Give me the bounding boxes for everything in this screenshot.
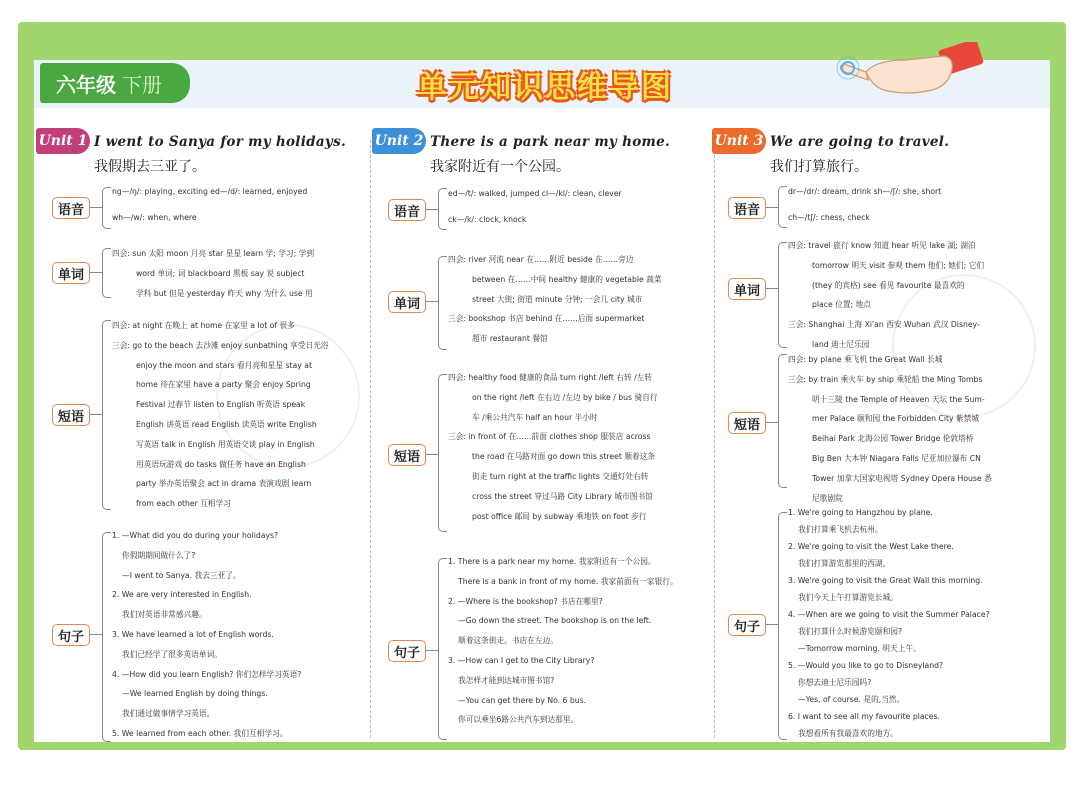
line: 5. We learned from each other. 我们互相学习。 [112,728,288,738]
brace [438,188,447,230]
line: Big Ben 大本钟 Niagara Falls 尼亚加拉瀑布 CN [812,453,981,463]
line: 我们通过做事情学习英语。 [122,709,215,719]
section-label: 句子 [728,614,766,636]
line: land 迪士尼乐园 [812,339,870,349]
section-lines [788,182,1044,228]
line: mer Palace 颐和园 the Forbidden City 紫禁城 [812,414,980,424]
line: —Tomorrow morning. 明天上午。 [798,644,921,653]
line: 三会: go to the beach 去沙滩 enjoy sunbathing 享受日光浴 [112,340,329,350]
line: street 大街; 街道 minute 分钟; 一会儿 city 城市 [472,294,643,304]
line: —Go down the street. The bookshop is on the left. [458,616,652,626]
line: 四会: river 河流 near 在……附近 beside 在……旁边 [448,255,634,264]
connector [426,209,438,210]
brace [778,242,787,348]
section-lines [788,504,1044,742]
section-label: 语音 [728,197,766,219]
unit-badge: Unit 1 [36,128,90,154]
line: 2. We are very interested in English. [112,590,252,600]
connector [766,207,778,208]
brace [438,558,447,740]
line: post office 邮局 by subway 乘地铁 on foot 步行 [472,511,647,521]
page-title: 单元知识思维导图 [417,70,673,105]
line: party 举办英语聚会 act in drama 表演戏剧 learn [136,479,312,489]
line: from each other 互相学习 [136,499,231,509]
line: 2. We're going to visit the West Lake there. [788,542,954,551]
line: 四会: travel 旅行 know 知道 hear 听见 lake 湖; 湖泊 [788,241,976,250]
line: on the right /left 在右边 /左边 by bike / bus 骑自行 [472,392,658,402]
line: 5. —Would you like to go to Disneyland? [788,661,944,670]
line: —Yes, of course. 是的,当然。 [798,695,905,704]
line: 三会: bookshop 书店 behind 在……后面 supermarket [448,314,645,324]
line: 超市 restaurant 餐馆 [472,334,548,344]
line: 四会: healthy food 健康的食品 turn right /left 右转 /左转 [448,373,653,382]
pointing-hand-icon [836,42,986,102]
line: the road 在马路对面 go down this street 顺着这条 [472,452,656,462]
line: There is a bank in front of my home. 我家前面有一家银行。 [458,576,678,586]
section-label: 短语 [52,404,90,426]
line: tomorrow 明天 visit 参观 them 他们; 她们; 它们 [812,260,985,270]
unit-title-en: We are going to travel. [770,134,950,150]
line: 顺着这条街走。书店在左边。 [458,636,558,646]
unit-2-column [372,124,708,744]
brace [102,187,111,229]
grade-label: 六年级 [56,72,116,97]
line: word 单词; 词 blackboard 黑板 say 说 subject [136,268,305,278]
connector [426,454,438,455]
line: 6. I want to see all my favourite places. [788,712,940,721]
unit-title-en: There is a park near my home. [430,134,670,150]
section-lines [448,368,706,526]
line: —I went to Sanya. 我去三亚了。 [122,570,241,580]
line: 3. —How can I get to the City Library? [448,655,595,665]
unit-1-column [36,124,366,744]
brace [438,374,447,532]
line: ng—/ŋ/: playing, exciting ed—/d/: learned, enjoyed [112,187,308,196]
section-label: 语音 [52,197,90,219]
section-label: 单词 [388,291,426,313]
section-label: 短语 [388,444,426,466]
unit-title-cn: 我家附近有一个公园。 [430,159,570,175]
term-label: 下册 [122,72,162,97]
connector [90,207,102,208]
grade-tab [40,63,190,103]
line: 我们今天上午打算游览长城。 [798,593,898,602]
connector [766,288,778,289]
section-lines [448,250,706,349]
line: 我们打算什么时候游览颐和园? [798,627,903,636]
section-label: 句子 [52,624,90,646]
line: cross the street 穿过马路 City Library 城市图书馆 [472,491,653,501]
section-lines [112,182,364,228]
section-lines [112,526,364,744]
line: between 在……中间 healthy 健康的 vegetable 蔬菜 [472,274,662,284]
section-lines [788,236,1044,355]
unit-badge: Unit 3 [712,128,766,154]
line: Tower 加拿大国家电视塔 Sydney Opera House 悉 [812,473,992,483]
line: 四会: at night 在晚上 at home 在家里 a lot of 很多 [112,321,295,330]
section-label: 语音 [388,199,426,221]
line: 我们打算游览那里的西湖。 [798,559,891,568]
section-lines [448,552,706,730]
connector [766,624,778,625]
section-lines [788,350,1044,508]
unit-title-en: I went to Sanya for my holidays. [94,134,346,150]
line: 4. —When are we going to visit the Summer Palace? [788,610,990,619]
brace [778,186,787,228]
line: ck—/k/: clock, knock [448,214,527,224]
line: 1. We're going to Hangzhou by plane. [788,508,933,517]
line: 1. There is a park near my home. 我家附近有一个公园。 [448,557,656,566]
connector [426,650,438,651]
line: ed—/t/: walked, jumped cl—/kl/: clean, clever [448,189,622,198]
line: 街走 turn right at the traffic lights 交通灯处右转 [472,471,649,481]
unit-title-cn: 我假期去三亚了。 [94,159,206,175]
unit-3-column [712,124,1046,744]
section-lines [112,316,364,514]
line: —You can get there by No. 6 bus. [458,695,587,705]
section-label: 单词 [52,262,90,284]
connector [90,414,102,415]
section-label: 句子 [388,640,426,662]
line: Festival 过春节 listen to English 听英语 speak [136,400,306,410]
line: 学科 but 但是 yesterday 昨天 why 为什么 use 用 [136,288,313,298]
brace [102,320,111,510]
section-label: 单词 [728,278,766,300]
line: 你想去迪士尼乐园吗? [798,678,872,687]
unit-title-cn: 我们打算旅行。 [770,159,868,175]
line: 我们对英语非常感兴趣。 [122,610,207,620]
line: 三会: by train 乘火车 by ship 乘轮船 the Ming Tombs [788,374,983,384]
section-lines [112,244,364,303]
line: wh—/w/: when, where [112,212,197,222]
line: —We learned English by doing things. [122,689,268,699]
line: place 位置; 地点 [812,300,871,310]
line: 我怎样才能到达城市图书馆? [458,675,555,685]
section-label: 短语 [728,412,766,434]
brace [102,532,111,742]
line: 明十三陵 the Temple of Heaven 天坛 the Sum- [812,394,985,404]
line: 四会: by plane 乘飞机 the Great Wall 长城 [788,355,943,364]
line: 3. We have learned a lot of English words. [112,629,274,639]
connector [90,634,102,635]
line: ch—/tʃ/: chess, check [788,212,870,222]
line: 车 /乘公共汽车 half an hour 半小时 [472,412,598,422]
line: 三会: in front of 在……前面 clothes shop 服装店 across [448,432,651,442]
connector [90,272,102,273]
connector [426,301,438,302]
line: enjoy the moon and stars 看月亮和星星 stay at [136,360,312,370]
line: 你可以乘坐6路公共汽车到达那里。 [458,715,579,725]
line: English 讲英语 read English 读英语 write English [136,419,317,429]
line: 3. We're going to visit the Great Wall this morning. [788,576,983,585]
line: 尼歌剧院 [812,493,843,503]
line: 用英语玩游戏 do tasks 做任务 have an English [136,459,306,469]
column-divider [370,140,371,738]
line: 三会: Shanghai 上海 Xi'an 西安 Wuhan 武汉 Disney- [788,320,980,330]
line: 4. —How did you learn English? 你们怎样学习英语? [112,669,302,679]
line: 2. —Where is the bookshop? 书店在哪里? [448,596,603,606]
line: 我们打算乘飞机去杭州。 [798,525,883,534]
line: dr—/dr/: dream, drink sh—/ʃ/: she, short [788,187,942,196]
line: 四会: sun 太阳 moon 月亮 star 星星 learn 学; 学习; 学到 [112,249,315,258]
line: 1. —What did you do during your holidays? [112,531,279,540]
line: 你假期期间做什么了? [122,550,196,560]
line: (they 的宾格) see 看见 favourite 最喜欢的 [812,280,965,290]
brace [778,512,787,740]
brace [102,248,111,298]
line: Beihai Park 北海公园 Tower Bridge 伦敦塔桥 [812,434,974,444]
line: 写英语 talk in English 用英语交谈 play in English [136,439,315,449]
brace [778,354,787,488]
line: home 待在家里 have a party 聚会 enjoy Spring [136,380,311,390]
connector [766,422,778,423]
unit-badge: Unit 2 [372,128,426,154]
line: 我们已经学了很多英语单词。 [122,649,222,659]
brace [438,256,447,350]
line: 我想看所有我最喜欢的地方。 [798,729,898,738]
section-lines [448,184,706,230]
